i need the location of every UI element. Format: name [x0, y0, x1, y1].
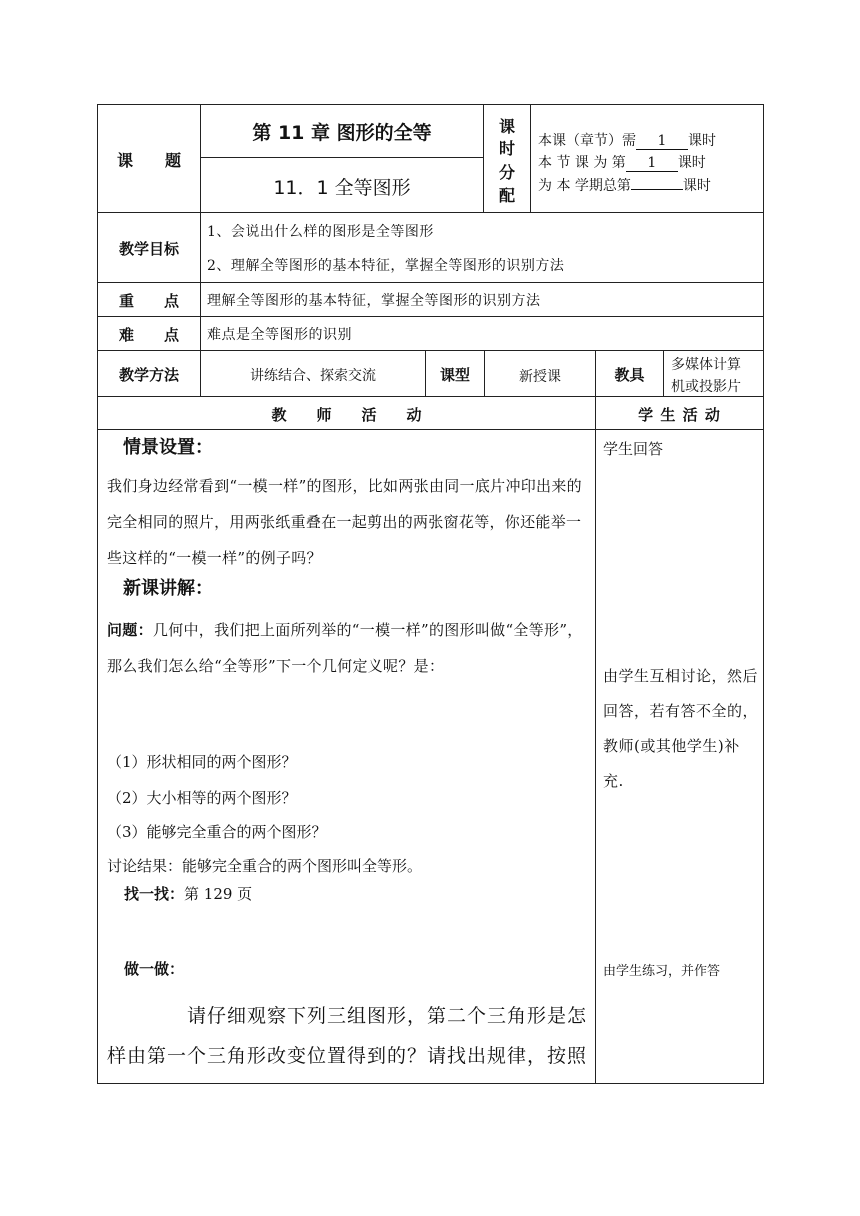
option-item: （3）能够完全重合的两个图形？: [107, 823, 327, 841]
tools-value: 多媒体计算: [671, 357, 741, 373]
student-practice: 由学生练习，并作答: [603, 964, 721, 979]
find-text: 第 129 页: [184, 885, 253, 903]
hours-line-3: 为 本 学期总第 课时: [538, 174, 711, 195]
student-column-divider: [595, 350, 596, 1083]
difficulty-text: 难点是全等图形的识别: [207, 327, 352, 343]
new-lesson-heading: 新课讲解：: [123, 578, 213, 599]
question-paragraph: [107, 612, 590, 684]
do-label: 做一做：: [124, 960, 185, 978]
method-column-divider: [663, 350, 664, 396]
hours-column-divider: [530, 104, 531, 212]
methods-value: 讲练结合、探索交流: [250, 368, 376, 384]
key-point-label: 重 点: [118, 292, 179, 310]
hours-value-field: [631, 174, 683, 190]
objective-item: 2、理解全等图形的基本特征，掌握全等图形的识别方法: [207, 258, 565, 274]
title-divider: [200, 157, 483, 158]
hours-label-char: 时: [498, 139, 515, 158]
label-column-divider: [200, 104, 201, 396]
do-text: 请仔细观察下列三组图形，第二个三角形是怎样由第一个三角形改变位置得到的？请找出规律，按照: [107, 1005, 588, 1067]
hours-label-char: 分: [498, 163, 515, 182]
row-divider: [97, 316, 764, 317]
row-divider: [97, 282, 764, 283]
tools-value: 机或投影片: [671, 379, 741, 395]
tools-label: 教具: [614, 366, 645, 384]
hours-line-2: 本 节 课 为 第 1 课时: [538, 155, 706, 171]
objectives-label: 教学目标: [118, 240, 179, 258]
row-divider: [97, 212, 764, 213]
chapter-title: 第 11 章 图形的全等: [252, 122, 432, 144]
scenario-text: 我们身边经常看到“一模一样”的图形，比如两张由同一底片冲印出来的完全相同的照片，用两张纸重叠在一起剪出的两张窗花等，你还能举一些这样的“一模一样”的例子吗？: [107, 477, 582, 567]
table-border-bottom: [97, 1083, 764, 1084]
student-answer: 学生回答: [603, 440, 664, 458]
row-divider: [97, 429, 764, 430]
hours-value-field: 1: [636, 134, 688, 150]
table-border-right: [763, 104, 764, 1084]
hours-label-char: 配: [498, 186, 515, 205]
hours-label-char: 课: [498, 117, 515, 136]
hours-line-1: 本课（章节）需 1 课时: [538, 133, 716, 149]
student-activity-header: 学 生 活 动: [638, 406, 721, 424]
find-line: [124, 883, 252, 904]
hours-value-field: 1: [626, 156, 678, 172]
lesson-type-label: 课型: [439, 366, 470, 384]
methods-label: 教学方法: [118, 366, 179, 384]
option-item: （2）大小相等的两个图形？: [107, 789, 297, 807]
student-discussion: 由学生互相讨论，然后回答，若有答不全的，教师(或其他学生)补充.: [603, 667, 759, 790]
objective-item: 1、会说出什么样的图形是全等图形: [207, 224, 434, 240]
question-label: 问题：: [107, 621, 153, 639]
conclusion-text: 讨论结果：能够完全重合的两个图形叫全等形。: [107, 857, 423, 875]
section-title: 11．1 全等图形: [273, 177, 411, 199]
option-item: （1）形状相同的两个图形？: [107, 753, 297, 771]
key-point-text: 理解全等图形的基本特征，掌握全等图形的识别方法: [207, 293, 541, 309]
lesson-type-value: 新授课: [519, 369, 561, 385]
teacher-activity-header: 教 师 活 动: [271, 406, 422, 424]
scenario-heading: 情景设置：: [123, 437, 213, 458]
topic-label: 课 题: [116, 151, 181, 170]
row-divider: [97, 396, 764, 397]
difficulty-label: 难 点: [118, 326, 179, 344]
table-border-top: [97, 104, 764, 105]
find-label: 找一找：: [124, 885, 185, 903]
question-text: 几何中，我们把上面所列举的“一模一样”的图形叫做“全等形”，那么我们怎么给“全等形”下一个几何定义呢？是：: [107, 621, 583, 675]
